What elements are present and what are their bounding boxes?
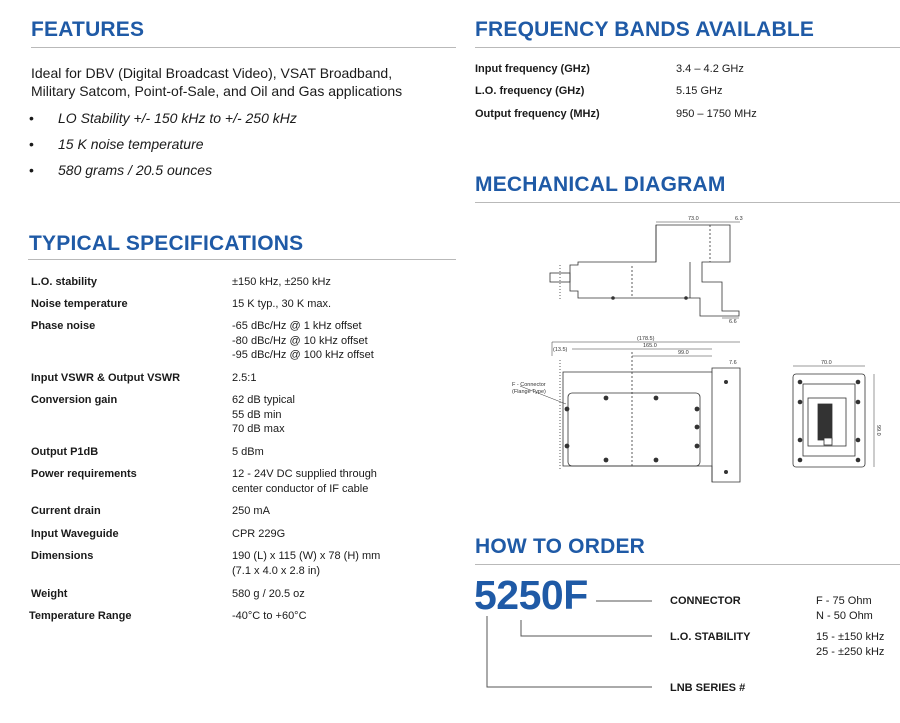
bullet-glyph: • <box>29 162 34 178</box>
order-option: 15 - ±150 kHz <box>816 631 885 643</box>
order-label: L.O. STABILITY <box>670 631 751 643</box>
spec-value: -95 dBc/Hz @ 100 kHz offset <box>232 349 374 361</box>
dim-label: (178.5) <box>637 336 655 342</box>
spec-label: Noise temperature <box>31 298 128 310</box>
bullet-glyph: • <box>29 136 34 152</box>
dim-label: 6.3 <box>735 216 743 222</box>
order-heading: HOW TO ORDER <box>475 535 646 558</box>
feature-bullet-text: LO Stability +/- 150 kHz to +/- 250 kHz <box>58 110 297 126</box>
spec-value: (7.1 x 4.0 x 2.8 in) <box>232 564 321 577</box>
spec-value: 5 dBm <box>232 446 264 458</box>
band-value: 950 – 1750 MHz <box>676 108 757 120</box>
spec-value: 15 K typ., 30 K max. <box>232 298 332 310</box>
connector-note: F - Connector <box>512 382 546 388</box>
mechanical-heading: MECHANICAL DIAGRAM <box>475 173 726 196</box>
dim-label: 7.6 <box>729 360 737 366</box>
band-value: 3.4 – 4.2 GHz <box>676 63 744 75</box>
spec-value: 62 dB typical <box>232 394 295 406</box>
spec-value: 250 mA <box>232 505 270 517</box>
spec-value: 70 dB max <box>232 423 285 435</box>
spec-value: center conductor of IF cable <box>232 482 369 495</box>
spec-value: ±150 kHz, ±250 kHz <box>232 276 331 288</box>
spec-value: 12 - 24V DC supplied through <box>232 468 377 480</box>
dim-label: 6.6 <box>729 319 737 325</box>
spec-label: Power requirements <box>31 468 137 480</box>
spec-value: 580 g / 20.5 oz <box>232 588 305 600</box>
features-intro-line: Ideal for DBV (Digital Broadcast Video), VSAT Broadband, <box>31 65 393 81</box>
order-option: N - 50 Ohm <box>816 609 873 622</box>
spec-label: Input Waveguide <box>31 528 119 540</box>
spec-label: Dimensions <box>31 550 94 562</box>
spec-label: Phase noise <box>31 320 96 332</box>
feature-bullet-text: 580 grams / 20.5 ounces <box>58 162 213 178</box>
order-label: CONNECTOR <box>670 595 741 607</box>
spec-label: Weight <box>31 588 68 600</box>
features-intro-line: Military Satcom, Point-of-Sale, and Oil and Gas applications <box>31 83 403 99</box>
order-option: 25 - ±250 kHz <box>816 645 885 658</box>
part-number: 5250F <box>474 572 588 618</box>
spec-value: 190 (L) x 115 (W) x 78 (H) mm <box>232 550 381 562</box>
spec-value: 2.5:1 <box>232 372 257 384</box>
spec-label: Conversion gain <box>31 394 118 406</box>
spec-label: L.O. stability <box>31 276 98 288</box>
dim-label: 99.0 <box>875 425 881 436</box>
bullet-glyph: • <box>29 110 34 126</box>
specs-heading: TYPICAL SPECIFICATIONS <box>29 232 304 255</box>
order-label: LNB SERIES # <box>670 682 746 694</box>
dim-label: 165.0 <box>643 343 657 349</box>
spec-label: Input VSWR & Output VSWR <box>31 372 181 384</box>
band-label: Input frequency (GHz) <box>475 63 590 75</box>
spec-label: Output P1dB <box>31 446 99 458</box>
dim-label: (13.5) <box>553 347 568 353</box>
band-label: L.O. frequency (GHz) <box>475 85 585 97</box>
dim-label: 73.0 <box>688 216 699 222</box>
band-value: 5.15 GHz <box>676 85 723 97</box>
spec-value: -80 dBc/Hz @ 10 kHz offset <box>232 334 368 347</box>
spec-value: CPR 229G <box>232 528 286 540</box>
spec-label: Current drain <box>31 505 101 517</box>
feature-bullet-text: 15 K noise temperature <box>58 136 204 152</box>
bands-heading: FREQUENCY BANDS AVAILABLE <box>475 18 815 41</box>
spec-value: 55 dB min <box>232 408 282 421</box>
dim-label: 70.0 <box>821 360 832 366</box>
connector-note: (Flange Type) <box>512 389 546 395</box>
features-heading: FEATURES <box>31 18 145 41</box>
order-option: F - 75 Ohm <box>816 595 872 607</box>
spec-label: Temperature Range <box>29 610 132 622</box>
spec-value: -40°C to +60°C <box>232 610 307 622</box>
spec-value: -65 dBc/Hz @ 1 kHz offset <box>232 320 362 332</box>
band-label: Output frequency (MHz) <box>475 108 600 120</box>
dim-label: 99.0 <box>678 350 689 356</box>
